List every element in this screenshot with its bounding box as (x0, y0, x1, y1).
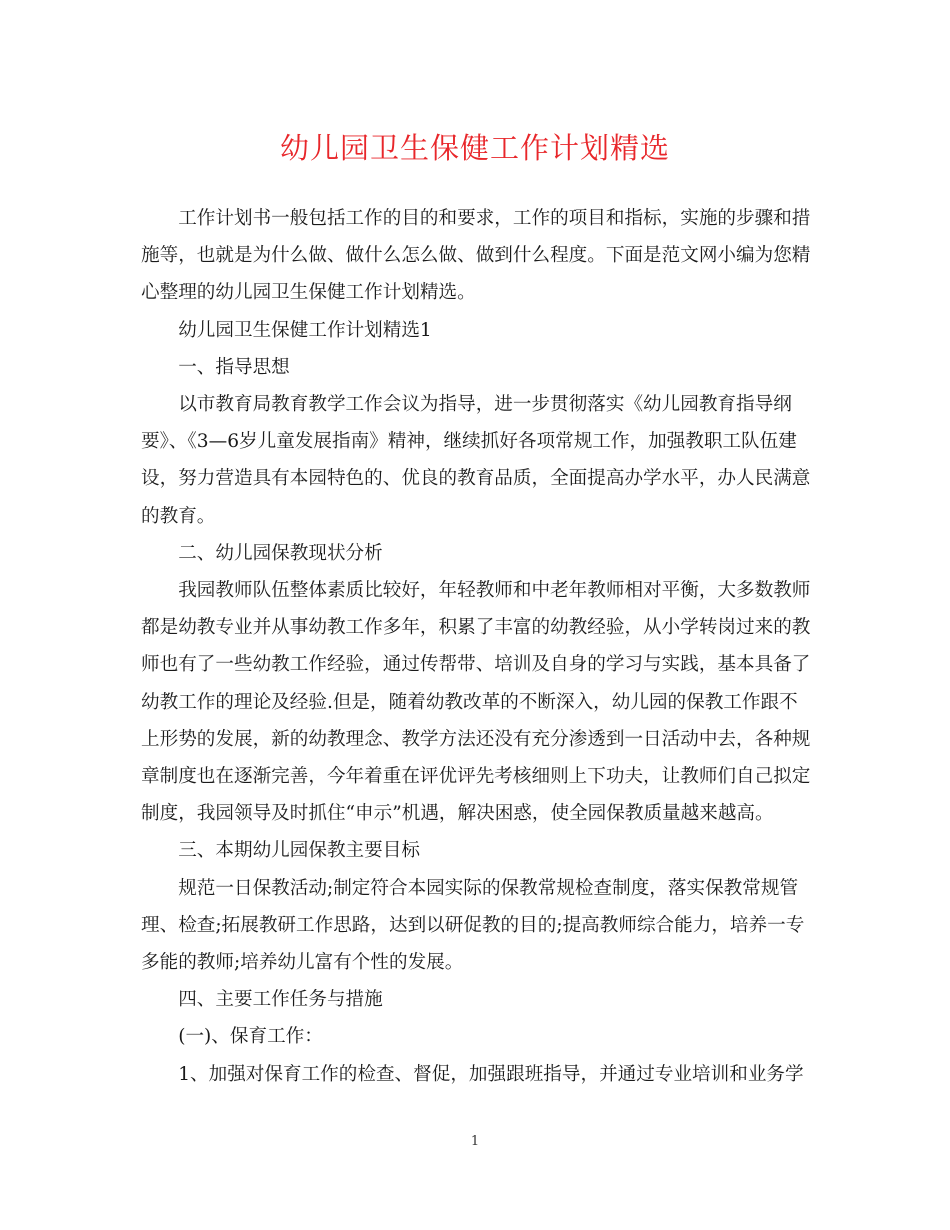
paragraph-intro: 工作计划书一般包括工作的目的和要求，工作的项目和指标，实施的步骤和措施等，也就是为什么做、做什么怎么做、做到什么程度。下面是范文网小编为您精心整理的幼儿园卫生保健工作计划精选。 (141, 208, 811, 304)
paragraph-main-goals: 规范一日保教活动;制定符合本园实际的保教常规检查制度，落实保教常规管理、检查;拓展教研工作思路，达到以研促教的目的;提高教师综合能力，培养一专多能的教师;培养幼儿富有个性的发展。 (141, 877, 805, 974)
paragraph-guiding-ideology: 以市教育局教育教学工作会议为指导，进一步贯彻落实《幼儿园教育指导纲要》、《3—6岁儿童发展指南》精神，继续抓好各项常规工作，加强教职工队伍建设，努力营造具有本园特色的、优良的教育品质，全面提高办学水平，办人民满意的教育。 (141, 394, 811, 527)
paragraph-status-analysis: 我园教师队伍整体素质比较好，年轻教师和中老年教师相对平衡，大多数教师都是幼教专业并从事幼教工作多年，积累了丰富的幼教经验，从小学转岗过来的教师也有了一些幼教工作经验，通过传帮带、培训及自身的学习与实践，基本具备了幼教工作的理论及经验.但是，随着幼教改革的不断深入，幼儿园的保教工作跟不上形势的发展，新的幼教理念、教学方法还没有充分渗透到一日活动中去，各种规章制度也在逐渐完善，今年着重在评优评先考核细则上下功夫，让教师们自己拟定制度，我园领导及时抓住“申示”机遇，解决困惑，使全园保教质量越来越高。 (141, 580, 811, 825)
section-heading-tasks-measures: 四、主要工作任务与措施 (178, 989, 383, 1011)
document-title: 幼儿园卫生保健工作计划精选 (279, 131, 670, 165)
section-heading-plan-1: 幼儿园卫生保健工作计划精选1 (178, 319, 432, 341)
subsection-heading-care-work: (一)、保育工作： (178, 1026, 323, 1048)
section-heading-main-goals: 三、本期幼儿园保教主要目标 (178, 840, 420, 862)
section-heading-guiding-ideology: 一、指导思想 (178, 356, 290, 378)
page-number: 1 (470, 1134, 480, 1149)
document-body (141, 200, 811, 1093)
paragraph-care-work-1: 1、加强对保育工作的检查、督促，加强跟班指导，并通过专业培训和业务学 (178, 1063, 804, 1085)
section-heading-status-analysis: 二、幼儿园保教现状分析 (178, 542, 383, 564)
